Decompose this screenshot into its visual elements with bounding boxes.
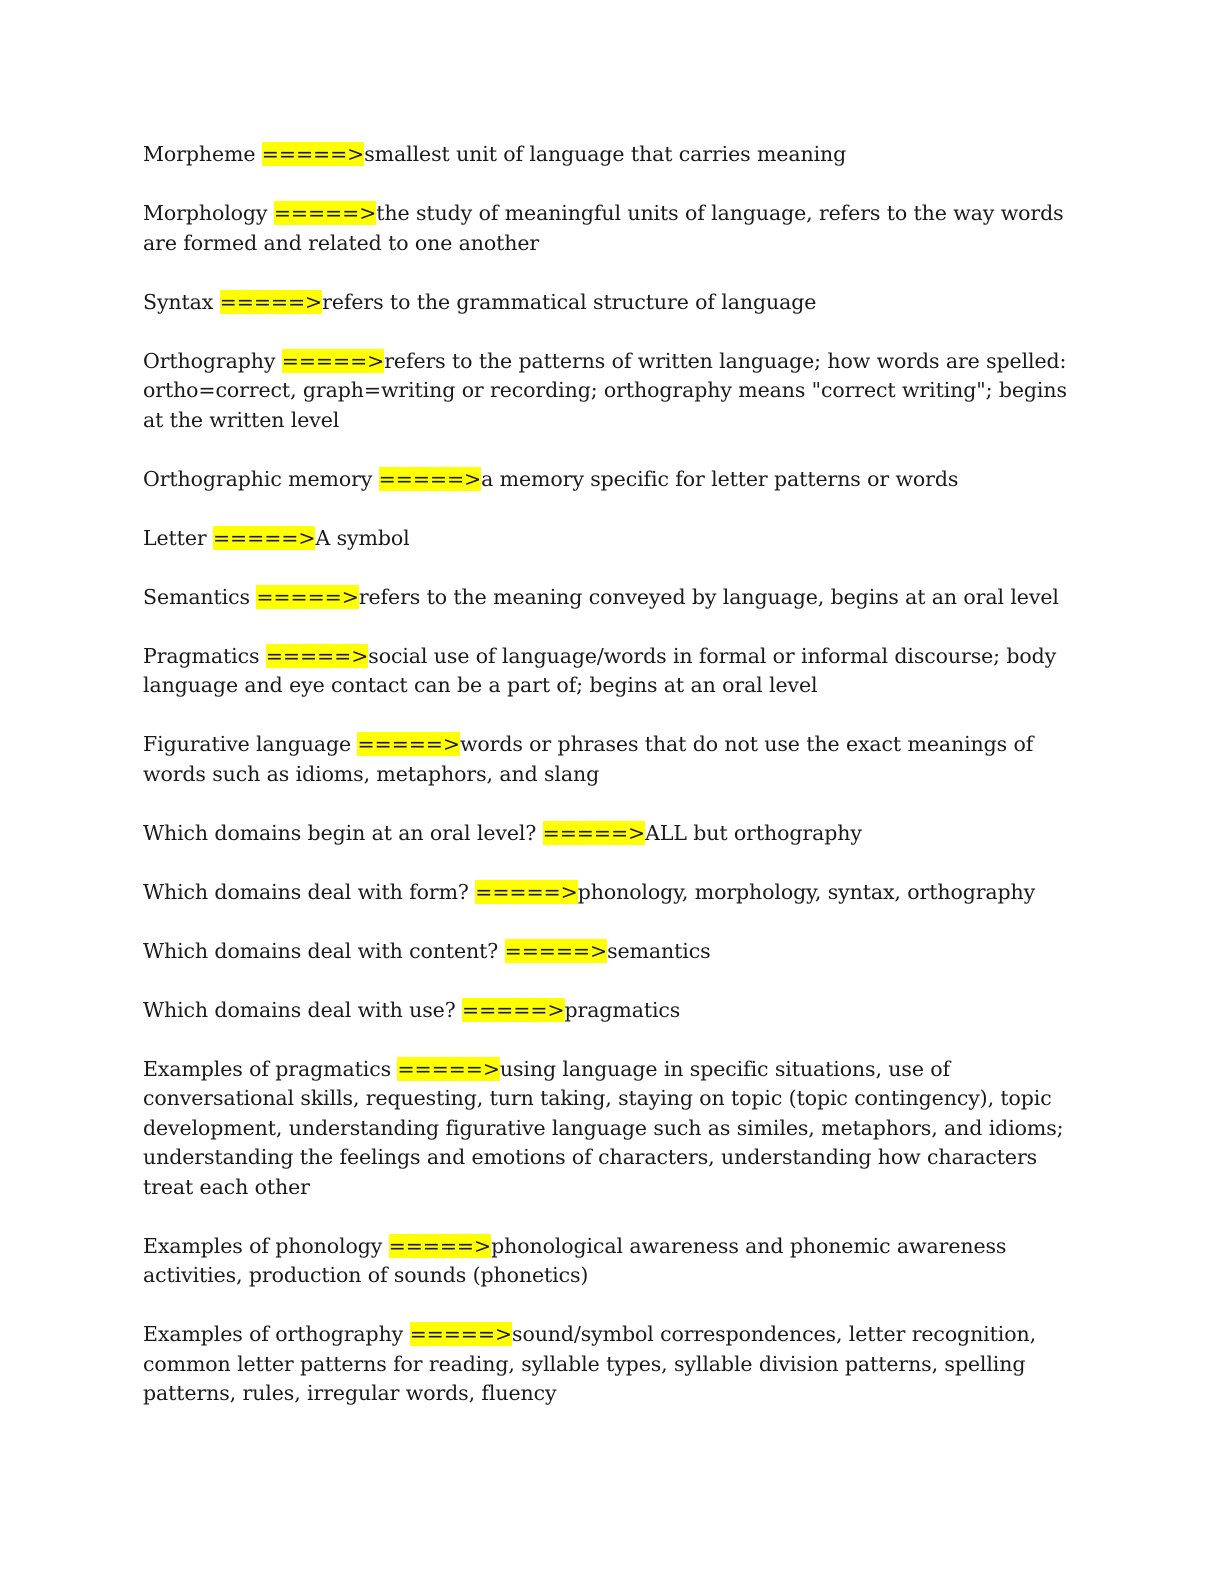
entry-term: Which domains deal with content? xyxy=(143,938,499,963)
highlighted-arrow: =====> xyxy=(357,732,460,756)
entry-definition: a memory specific for letter patterns or words xyxy=(481,466,959,491)
entry-definition: using language in specific situations, use of conversational skills, requesting, turn taking, staying on topic (topic contingency), topic development, understanding figurative language such as similes, metaphors, and idioms; understanding the feelings and emotions of characters, understanding how characters treat each other xyxy=(143,1056,1064,1199)
entry-form-domains xyxy=(143,878,1083,908)
entry-term: Which domains begin at an oral level? xyxy=(143,820,537,845)
entry-term: Morpheme xyxy=(143,142,256,166)
highlighted-arrow: =====> xyxy=(475,879,578,904)
entry-term: Examples of pragmatics xyxy=(143,1056,392,1081)
entry-term: Examples of orthography xyxy=(143,1322,404,1346)
entry-term: Orthography xyxy=(143,348,276,373)
entry-morphology xyxy=(143,199,1083,258)
entry-definition: refers to the grammatical structure of language xyxy=(322,289,817,314)
entry-pragmatics xyxy=(143,642,1083,701)
entry-use-domains xyxy=(143,996,1083,1026)
entry-oral-level-domains xyxy=(143,819,1083,849)
entry-term: Which domains deal with form? xyxy=(143,879,469,904)
entry-definition: refers to the meaning conveyed by language, begins at an oral level xyxy=(358,584,1059,609)
entry-definition: phonology, morphology, syntax, orthography xyxy=(577,879,1036,904)
entry-definition: semantics xyxy=(607,938,711,963)
highlighted-arrow: =====> xyxy=(261,142,365,166)
entry-term: Which domains deal with use? xyxy=(143,997,456,1022)
highlighted-arrow: =====> xyxy=(378,466,482,491)
entry-orthographic-memory xyxy=(143,465,1083,495)
entry-orthography-examples xyxy=(143,1320,1083,1409)
highlighted-arrow: =====> xyxy=(281,348,385,373)
entry-definition: words or phrases that do not use the exact meanings of words such as idioms, metaphors, and slang xyxy=(143,732,1034,786)
entry-definition: social use of language/words in formal or informal discourse; body language and eye contact can be a part of; begins at an oral level xyxy=(143,643,1057,697)
entry-definition: ALL but orthography xyxy=(645,820,862,845)
entry-pragmatics-examples xyxy=(143,1055,1083,1203)
highlighted-arrow: =====> xyxy=(409,1322,513,1346)
highlighted-arrow: =====> xyxy=(388,1233,492,1258)
entry-content-domains xyxy=(143,937,1083,967)
entry-term: Figurative language xyxy=(143,732,352,756)
entry-syntax xyxy=(143,288,1083,318)
highlighted-arrow: =====> xyxy=(542,820,646,845)
entry-definition: sound/symbol correspondences, letter recognition, common letter patterns for reading, syllable types, syllable division patterns, spelling patterns, rules, irregular words, fluency xyxy=(143,1322,1036,1405)
entry-term: Orthographic memory xyxy=(143,466,373,491)
entry-definition: smallest unit of language that carries meaning xyxy=(364,142,847,166)
entry-term: Morphology xyxy=(143,201,268,225)
document-body xyxy=(143,140,1083,1438)
entry-orthography xyxy=(143,347,1083,436)
entry-definition: phonological awareness and phonemic awareness activities, production of sounds (phonetics) xyxy=(143,1233,1007,1287)
highlighted-arrow: =====> xyxy=(219,289,323,314)
highlighted-arrow: =====> xyxy=(273,201,377,225)
entry-figurative-language xyxy=(143,730,1083,789)
entry-definition: the study of meaningful units of language, refers to the way words are formed and related to one another xyxy=(143,201,1064,255)
entry-term: Examples of phonology xyxy=(143,1233,383,1258)
entry-term: Syntax xyxy=(143,289,214,314)
highlighted-arrow: =====> xyxy=(504,938,608,963)
highlighted-arrow: =====> xyxy=(462,997,565,1022)
entry-phonology-examples xyxy=(143,1232,1083,1291)
highlighted-arrow: =====> xyxy=(265,643,369,668)
highlighted-arrow: =====> xyxy=(256,584,359,609)
entry-definition: pragmatics xyxy=(564,997,681,1022)
highlighted-arrow: =====> xyxy=(212,525,316,550)
entry-definition: A symbol xyxy=(315,525,410,550)
entry-term: Pragmatics xyxy=(143,643,260,668)
entry-semantics xyxy=(143,583,1083,613)
entry-morpheme xyxy=(143,140,1083,170)
entry-definition: refers to the patterns of written language; how words are spelled: ortho=correct, graph=writing or recording; orthography means "correct writing"; begins at the written level xyxy=(143,348,1067,432)
highlighted-arrow: =====> xyxy=(397,1056,500,1081)
entry-letter xyxy=(143,524,1083,554)
entry-term: Semantics xyxy=(143,584,250,609)
entry-term: Letter xyxy=(143,525,207,550)
